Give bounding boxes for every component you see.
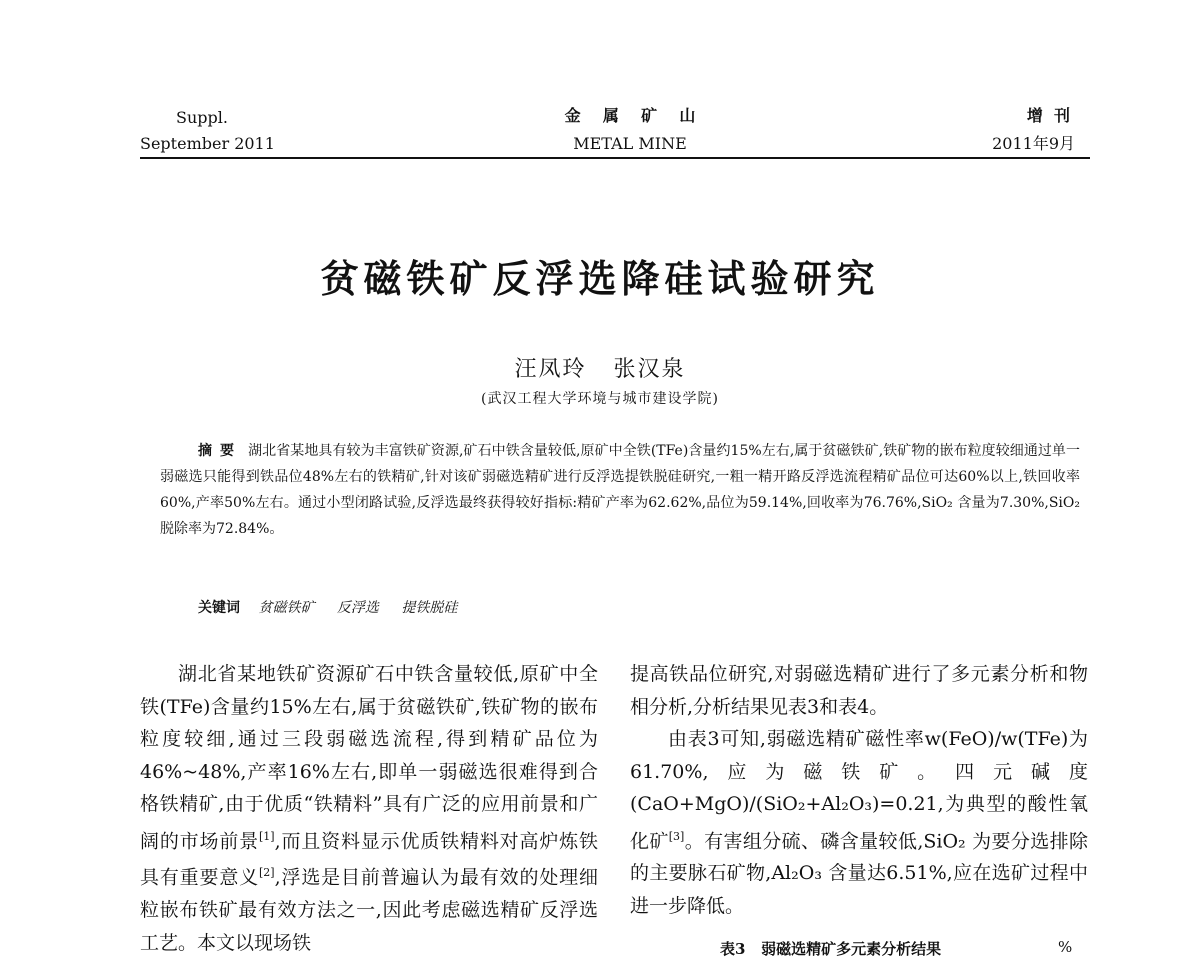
header-rule: [140, 157, 1090, 159]
abstract-text: 湖北省某地具有较为丰富铁矿资源,矿石中铁含量较低,原矿中全铁(TFe)含量约15%左右,属于贫磁铁矿,铁矿物的嵌布粒度较细通过单一弱磁选只能得到铁品位48%左右的铁精矿,针对该矿弱磁选精矿进行反浮选提铁脱硅研究,一粗一精开路反浮选流程精矿品位可达60%以上,铁回收率60%,产率50%左右。通过小型闭路试验,反浮选最终获得较好指标:精矿产率为62.62%,品位为59.14%,回收率为76.76%,SiO₂ 含量为7.30%,SiO₂ 脱除率为72.84%。: [160, 443, 1080, 537]
paper-affiliation: (武汉工程大学环境与城市建设学院): [481, 391, 719, 407]
abstract: [160, 438, 1080, 542]
citation-ref: [1]: [259, 829, 275, 843]
paper-title: 贫磁铁矿反浮选降硅试验研究: [320, 256, 880, 301]
keyword-item: 反浮选: [336, 600, 379, 616]
paper-authors: 汪凤玲 张汉泉: [514, 357, 686, 382]
header-date-en: September 2011: [140, 134, 275, 153]
keywords-label: 关键词: [198, 600, 240, 616]
paragraph-text: 由表3可知,弱磁选精矿磁性率w(FeO)/w(TFe)为61.70%,应为磁铁矿。四元碱度(CaO+MgO)/(SiO₂+Al₂O₃)=0.21,为典型的酸性氧化矿: [630, 728, 1088, 852]
table-caption: 表3 弱磁选精矿多元素分析结果: [720, 940, 942, 958]
header-issue-cn: 增 刊: [1026, 106, 1070, 125]
paragraph: 提高铁品位研究,对弱磁选精矿进行了多元素分析和物相分析,分析结果见表3和表4。: [630, 663, 1088, 718]
keyword-item: 贫磁铁矿: [258, 600, 315, 616]
paragraph-text: 。有害组分硫、磷含量较低,SiO₂ 为要分选排除的主要脉石矿物,Al₂O₃ 含量达6.51%,应在选矿过程中进一步降低。: [630, 829, 1088, 917]
keyword-item: 提铁脱硅: [401, 600, 458, 616]
paragraph: [140, 658, 598, 959]
header-date-cn: 2011年9月: [992, 134, 1075, 153]
header-suppl: Suppl.: [176, 108, 228, 127]
paragraph: [630, 723, 1088, 922]
table-unit: %: [1058, 938, 1073, 956]
paragraph-text: ,而且资料显示优质铁精料对高炉炼铁具有重要意义: [140, 829, 598, 889]
journal-name-en: METAL MINE: [573, 134, 687, 153]
citation-ref: [2]: [259, 866, 275, 880]
abstract-label: 摘要: [198, 443, 243, 459]
body-right-column: [630, 658, 1088, 922]
keywords: [198, 597, 475, 617]
body-left-column: [140, 658, 598, 959]
paragraph-text: 湖北省某地铁矿资源矿石中铁含量较低,原矿中全铁(TFe)含量约15%左右,属于贫磁铁矿,铁矿物的嵌布粒度较细,通过三段弱磁选流程,得到精矿品位为46%~48%,产率16%左右,即单一弱磁选很难得到合格铁精矿,由于优质“铁精料”具有广泛的应用前景和广阔的市场前景: [140, 663, 598, 852]
journal-name-cn: 金 属 矿 山: [564, 106, 696, 125]
citation-ref: [3]: [668, 829, 685, 843]
paragraph-text: ,浮选是目前普遍认为最有效的处理细粒嵌布铁矿最有效方法之一,因此考虑磁选精矿反浮选工艺。本文以现场铁: [140, 866, 598, 954]
